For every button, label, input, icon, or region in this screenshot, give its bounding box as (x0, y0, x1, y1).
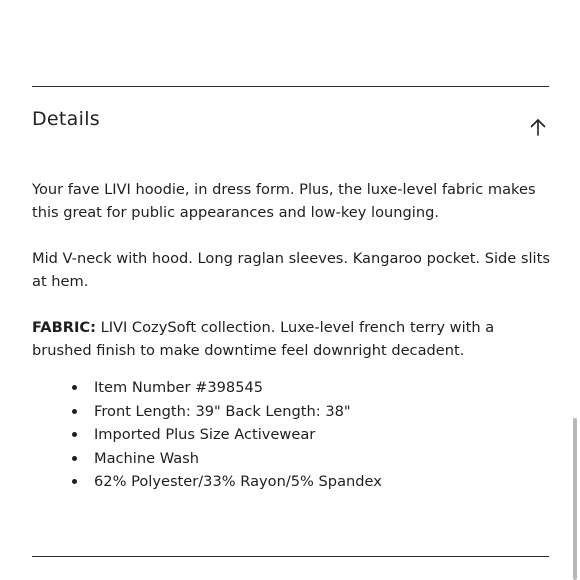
bullet-icon (72, 385, 77, 390)
fabric-text: LIVI CozySoft collection. Luxe-level french terry with a brushed finish to make downtime feel downright decadent. (32, 319, 495, 359)
bullet-icon (72, 432, 77, 437)
list-item (32, 447, 552, 471)
bullet-icon (72, 456, 77, 461)
bullet-icon (72, 409, 77, 414)
spec-length: Front Length: 39" Back Length: 38" (94, 402, 351, 420)
list-item (32, 423, 552, 447)
bullet-icon (72, 479, 77, 484)
section-divider-top (32, 86, 549, 87)
spec-list (32, 376, 552, 494)
spec-care: Machine Wash (94, 449, 200, 467)
details-accordion-header[interactable] (32, 104, 549, 144)
details-title: Details (32, 108, 100, 130)
list-item (32, 400, 552, 424)
fabric-label: FABRIC: (32, 319, 96, 336)
features-paragraph: Mid V-neck with hood. Long raglan sleeves. Kangaroo pocket. Side slits at hem. (32, 250, 550, 290)
list-item (32, 376, 552, 400)
spec-item-number: Item Number #398545 (94, 379, 264, 396)
arrow-up-icon[interactable] (529, 118, 547, 136)
description-paragraph: Your fave LIVI hoodie, in dress form. Plus, the luxe-level fabric makes this great for public appearances and low-key lounging. (32, 181, 536, 221)
fabric-paragraph (32, 316, 552, 362)
spec-material: 62% Polyester/33% Rayon/5% Spandex (94, 473, 382, 490)
details-content (32, 178, 552, 494)
section-divider-bottom (32, 556, 549, 557)
list-item (32, 470, 552, 494)
spec-category: Imported Plus Size Activewear (94, 426, 316, 443)
scrollbar[interactable] (573, 418, 577, 580)
